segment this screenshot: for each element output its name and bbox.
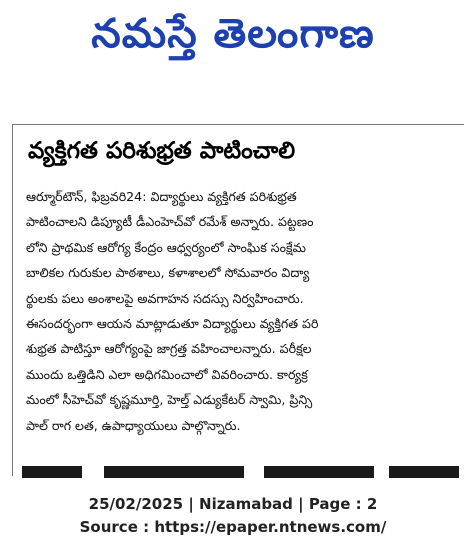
article-line: పాటించాలని డిప్యూటీ డీఎంహెచ్‌వో రమేశ్ అన్నారు. పట్టణం bbox=[26, 214, 314, 230]
article-line: పాల్ రాగ లత, ఉపాధ్యాయులు పాల్గొన్నారు. bbox=[26, 417, 241, 433]
article-line: ఆర్మూర్‌టౌన్, ఫిబ్రవరి24: విద్యార్థులు వ్యక్తిగత పరిశుభ్రత bbox=[26, 189, 297, 204]
next-article-cutoff bbox=[14, 466, 464, 478]
masthead bbox=[0, 0, 466, 78]
article-line: ర్థులకు పలు అంశాలపై అవగాహన సదస్సు నిర్వహించారు. bbox=[26, 290, 304, 306]
article-line: బాలికల గురుకుల పాఠశాలు, కళాశాలలో సోమవారం విద్యా bbox=[26, 265, 310, 281]
article-line: మంలో సీహెచ్‌వో కృష్ణమూర్తి, హెల్త్ ఎడ్యుకేటర్ స్వామి, ప్రిన్సి bbox=[26, 392, 313, 408]
clip-border-left bbox=[12, 124, 13, 476]
article-line: శుభ్రత పాటిస్తూ ఆరోగ్యంపై జాగ్రత్త వహించాలన్నారు. పరీక్షల bbox=[26, 341, 312, 357]
article-line: లోని ప్రాథమిక ఆరోగ్య కేంద్రం ఆధ్వర్యంలో సాంఘిక సంక్షేమ bbox=[26, 239, 306, 255]
clip-border-top bbox=[12, 124, 464, 125]
article-line: ముందు ఒత్తిడిని ఎలా అధిగమించాలో వివరించారు. కార్యక్ర bbox=[26, 366, 308, 382]
article-body bbox=[26, 184, 458, 438]
newspaper-logo: నమస్తే తెలంగాణ bbox=[91, 11, 375, 57]
article-headline: వ్యక్తిగత పరిశుభ్రత పాటించాలి bbox=[28, 138, 296, 164]
article-line: ఈసందర్భంగా ఆయన మాట్లాడుతూ విద్యార్థులు వ్యక్తిగత పరి bbox=[26, 316, 319, 332]
footer-date-edition: 25/02/2025 | Nizamabad | Page : 2 bbox=[88, 495, 378, 513]
footer-source: Source : https://epaper.ntnews.com/ bbox=[79, 518, 387, 536]
